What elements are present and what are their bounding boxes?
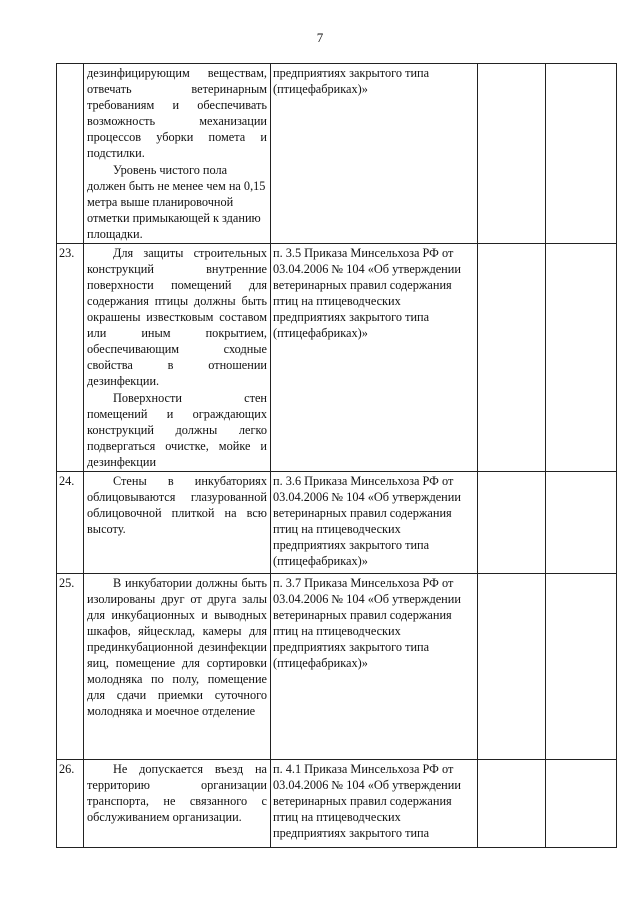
requirement-cell xyxy=(84,574,271,760)
empty-cell xyxy=(478,472,546,574)
requirement-cell xyxy=(84,760,271,848)
empty-cell xyxy=(546,244,617,472)
row-number: 26. xyxy=(57,760,84,848)
legal-source-cell: п. 3.7 Приказа Минсельхоза РФ от 03.04.2006 № 104 «Об утверждении ветеринарных правил содержания птиц на птицеводческих предприятиях закрытого типа (птицефабриках)» xyxy=(271,574,478,760)
requirement-paragraph: Уровень чистого пола должен быть не менее чем на 0,15 метра выше планировочной отметки примыкающей к зданию площадки. xyxy=(87,163,266,241)
page-number: 7 xyxy=(316,30,324,45)
table-row xyxy=(57,244,617,472)
empty-cell xyxy=(478,574,546,760)
row-number: 24. xyxy=(57,472,84,574)
empty-cell xyxy=(478,64,546,244)
requirement-paragraph: В инкубатории должны быть изолированы друг от друга залы для инкубационных и выводных шкафов, яйцесклад, камеры для прединкубационной дезинфекции яиц, помещение для сортировки молодняка по полу, помещение для сдачи приемки суточного молодняка и моечное отделение xyxy=(87,576,267,718)
table-row xyxy=(57,472,617,574)
legal-source-cell: п. 4.1 Приказа Минсельхоза РФ от 03.04.2006 № 104 «Об утверждении ветеринарных правил содержания птиц на птицеводческих предприятиях закрытого типа xyxy=(271,760,478,848)
legal-source-cell: п. 3.5 Приказа Минсельхоза РФ от 03.04.2006 № 104 «Об утверждении ветеринарных правил содержания птиц на птицеводческих предприятиях закрытого типа (птицефабриках)» xyxy=(271,244,478,472)
empty-cell xyxy=(546,64,617,244)
row-number: 23. xyxy=(57,244,84,472)
requirement-paragraph: Для защиты строительных конструкций внутренние поверхности помещений для содержания птицы должны быть окрашены известковым составом или иным покрытием, обеспечивающим сходные свойства в отношении дезинфекции. xyxy=(87,246,267,388)
legal-source-cell: п. 3.6 Приказа Минсельхоза РФ от 03.04.2006 № 104 «Об утверждении ветеринарных правил содержания птиц на птицеводческих предприятиях закрытого типа (птицефабриках)» xyxy=(271,472,478,574)
requirement-cell xyxy=(84,244,271,472)
empty-cell xyxy=(546,760,617,848)
table-row xyxy=(57,574,617,760)
requirement-paragraph: Поверхности стен помещений и ограждающих конструкций должны легко подвергаться очистке, мойке и дезинфекции xyxy=(87,391,267,469)
row-number: 25. xyxy=(57,574,84,760)
requirement-cell xyxy=(84,64,271,244)
requirements-table xyxy=(56,63,617,848)
empty-cell xyxy=(478,244,546,472)
empty-cell xyxy=(546,472,617,574)
requirement-paragraph: дезинфицирующим веществам, отвечать ветеринарным требованиям и обеспечивать возможность механизации процессов уборки помета и подстилки. xyxy=(87,66,267,160)
requirement-paragraph: Стены в инкубаториях облицовываются глазурованной облицовочной плиткой на всю высоту. xyxy=(87,474,267,536)
empty-cell xyxy=(546,574,617,760)
table-row xyxy=(57,64,617,244)
requirement-paragraph: Не допускается въезд на территорию организации транспорта, не связанного с обслуживанием организации. xyxy=(87,762,267,824)
row-number xyxy=(57,64,84,244)
requirement-cell xyxy=(84,472,271,574)
empty-cell xyxy=(478,760,546,848)
table-row xyxy=(57,760,617,848)
legal-source-cell: предприятиях закрытого типа (птицефабриках)» xyxy=(271,64,478,244)
